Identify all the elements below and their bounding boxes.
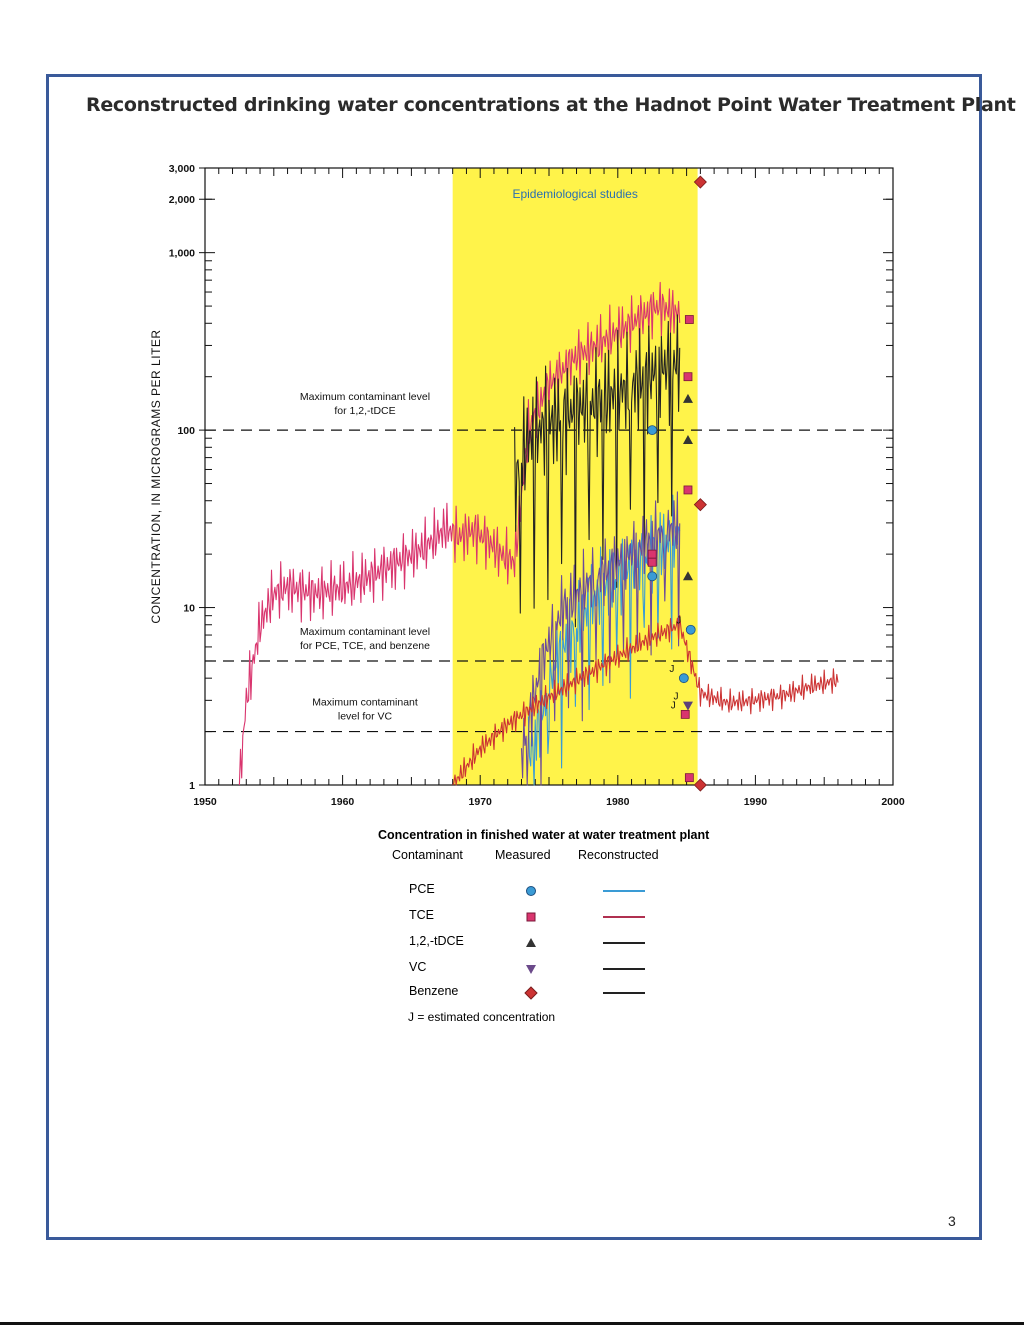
legend-heading: Concentration in finished water at water treatment plant [378, 828, 710, 842]
measured-tce-point [685, 316, 693, 324]
bottom-rule [0, 1322, 1024, 1325]
mcl-label-line1: Maximum contaminant [312, 696, 418, 709]
mcl-label-line2: for 1,2,-tDCE [334, 405, 396, 418]
legend-col-reconstructed: Reconstructed [578, 848, 659, 862]
y-axis-label: CONCENTRATION, IN MICROGRAMS PER LITER [149, 329, 163, 624]
legend-col-contaminant: Contaminant [392, 848, 463, 862]
legend-triangle-down-icon [523, 961, 539, 977]
legend-line-swatch [603, 916, 645, 918]
y-tick-label: 1,000 [168, 247, 195, 260]
measured-tce-point [648, 550, 656, 558]
x-tick-label: 1960 [330, 796, 355, 808]
measured-tce-point [684, 373, 692, 381]
mcl-label-line1: Maximum contaminant level [299, 391, 431, 404]
measured-pce-point [648, 426, 657, 435]
x-tick-label: 1950 [193, 796, 217, 808]
legend-line-swatch [603, 890, 645, 892]
mcl-label-line1: Maximum contaminant level [299, 625, 431, 638]
y-tick-label: 3,000 [168, 163, 195, 175]
measured-tce-point [685, 774, 693, 782]
legend-note: J = estimated concentration [408, 1010, 556, 1024]
measured-tce-point [681, 710, 689, 718]
y-tick-label: 1 [189, 780, 195, 792]
legend-square-icon [523, 909, 539, 925]
legend-label: PCE [409, 882, 435, 896]
measured-pce-point [648, 572, 657, 581]
estimated-j-label: J [670, 700, 676, 712]
legend-label: 1,2,-tDCE [409, 934, 464, 948]
legend-circle-icon [523, 883, 539, 899]
mcl-label-line2: for PCE, TCE, and benzene [300, 639, 430, 652]
measured-pce-point [679, 674, 688, 683]
y-tick-label: 100 [177, 425, 195, 438]
x-tick-label: 1970 [468, 796, 492, 808]
x-tick-label: 2000 [881, 796, 905, 808]
page-title: Reconstructed drinking water concentrations at the Hadnot Point Water Treatment Plant [86, 94, 1016, 116]
legend-line-swatch [603, 968, 645, 970]
legend-line-swatch [603, 942, 645, 944]
page-number: 3 [948, 1213, 956, 1229]
mcl-label-line2: level for VC [337, 710, 393, 723]
legend-label: VC [409, 960, 427, 974]
x-tick-label: 1980 [606, 796, 630, 808]
x-tick-label: 1990 [743, 796, 768, 808]
measured-pce-point [686, 625, 695, 634]
y-tick-label: 2,000 [168, 194, 195, 207]
legend-line-swatch [603, 992, 645, 994]
legend-diamond-icon [523, 985, 539, 1001]
measured-tce-point [648, 558, 656, 566]
legend-col-measured: Measured [495, 848, 551, 862]
estimated-j-label: J [676, 615, 682, 627]
legend-triangle-up-icon [523, 935, 539, 951]
legend-label: Benzene [409, 984, 459, 998]
estimated-j-label: J [669, 664, 675, 676]
measured-tce-point [684, 486, 692, 494]
estimated-j-label: J [673, 691, 679, 703]
legend-label: TCE [409, 908, 434, 922]
y-tick-label: 10 [183, 602, 195, 615]
epidemiological-studies-label: Epidemiological studies [512, 187, 638, 201]
